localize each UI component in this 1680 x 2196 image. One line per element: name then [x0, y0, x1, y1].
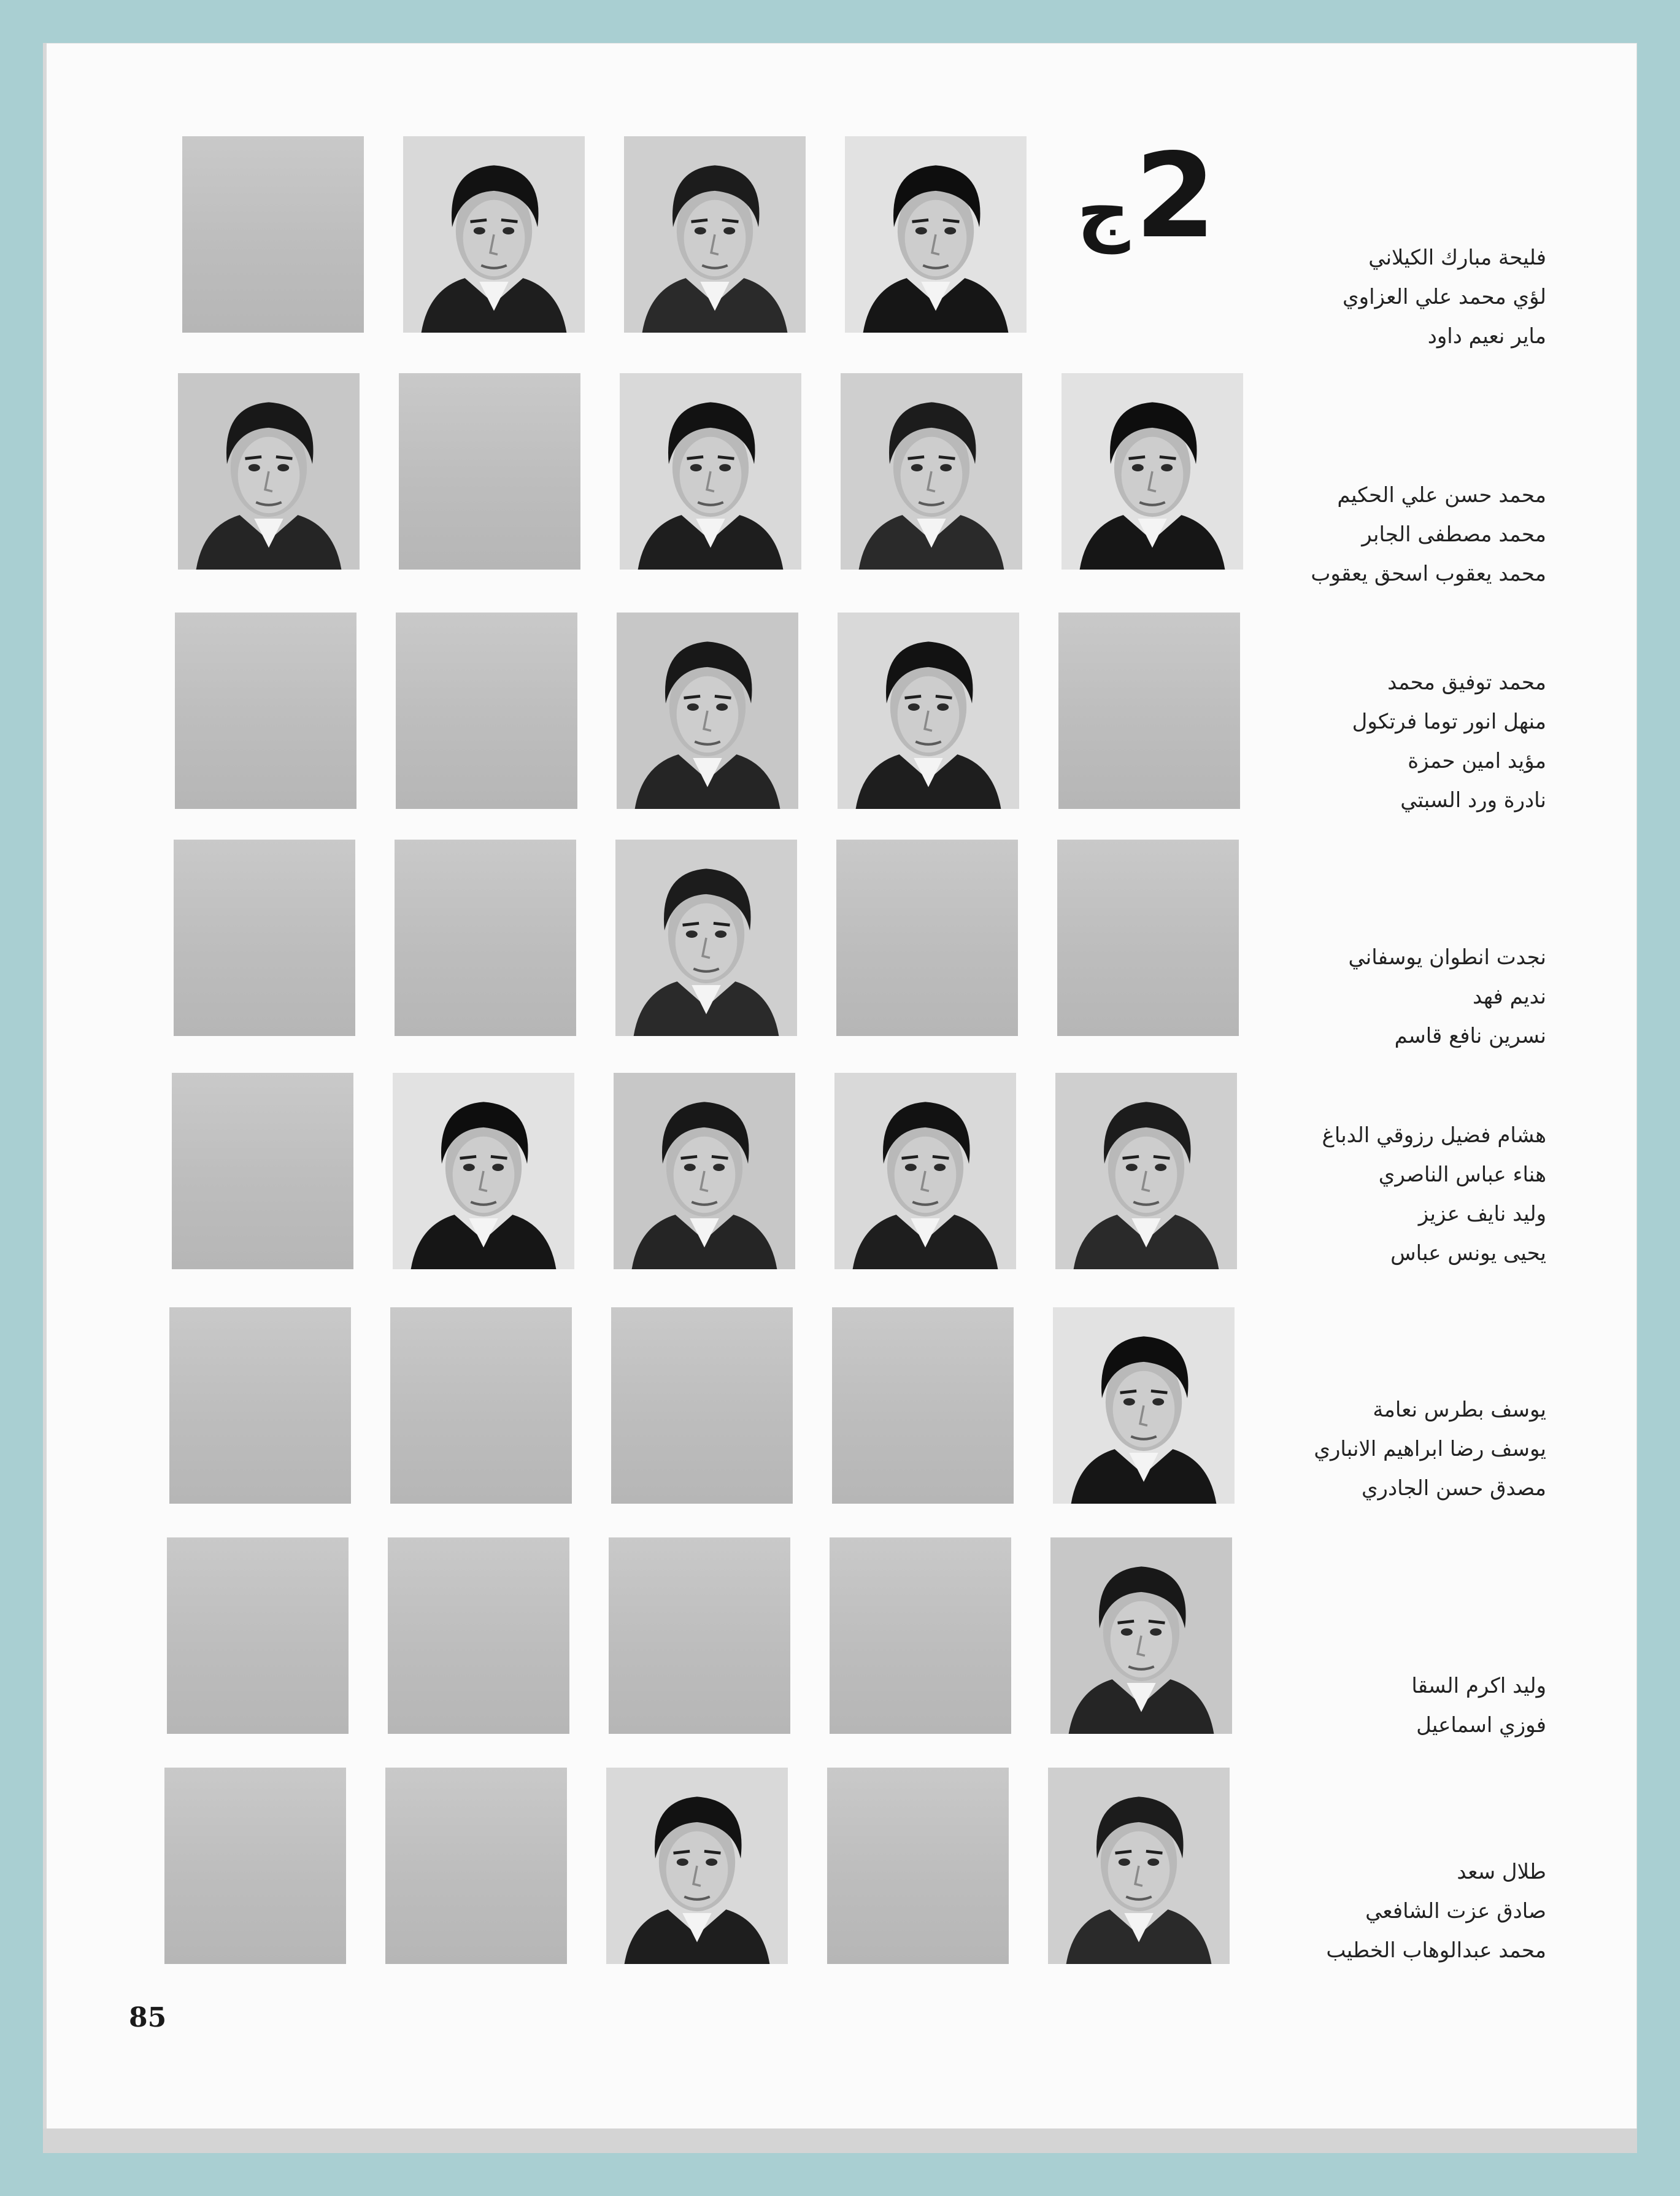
student-name: هناء عباس الناصري	[1378, 1162, 1546, 1187]
student-photo	[606, 1768, 788, 1964]
student-photo	[1062, 373, 1243, 570]
names-row-2	[1258, 476, 1546, 593]
student-photo	[1050, 1537, 1232, 1734]
student-name: محمد يعقوب اسحق يعقوب	[1311, 562, 1546, 586]
blank-photo-placeholder	[396, 613, 577, 809]
names-row-3	[1258, 663, 1546, 820]
photo-row-8	[164, 1768, 1269, 1964]
page-bottom-edge	[43, 2128, 1637, 2153]
portrait-image	[617, 613, 798, 809]
student-name: طلال سعد	[1457, 1860, 1546, 1884]
student-name: فوزي اسماعيل	[1416, 1713, 1546, 1738]
blank-photo-placeholder	[182, 136, 364, 333]
blank-photo-placeholder	[172, 1073, 353, 1269]
student-name: وليد اكرم السقا	[1411, 1674, 1546, 1698]
student-name: صادق عزت الشافعي	[1365, 1899, 1546, 1923]
portrait-image	[620, 373, 801, 570]
portrait-image	[624, 136, 806, 333]
portrait-image	[614, 1073, 795, 1269]
portrait-image	[615, 840, 797, 1036]
blank-photo-placeholder	[167, 1537, 349, 1734]
student-name: مؤيد امين حمزة	[1408, 749, 1546, 773]
portrait-image	[1048, 1768, 1230, 1964]
portrait-image	[606, 1768, 788, 1964]
student-name: نادرة ورد السبتي	[1400, 788, 1546, 813]
student-photo	[1053, 1307, 1235, 1504]
page-number: 85	[129, 2002, 167, 2033]
student-name: هشام فضيل رزوقي الدباغ	[1322, 1123, 1546, 1148]
blank-photo-placeholder	[1058, 613, 1240, 809]
student-name: يحيى يونس عباس	[1390, 1241, 1546, 1266]
names-row-4	[1258, 938, 1546, 1056]
blank-photo-placeholder	[174, 840, 355, 1036]
portrait-image	[1062, 373, 1243, 570]
class-label	[1077, 128, 1216, 264]
portrait-image	[1053, 1307, 1235, 1504]
student-name: يوسف بطرس نعامة	[1373, 1398, 1546, 1422]
photo-row-3	[175, 613, 1279, 809]
student-photo	[178, 373, 360, 570]
blank-photo-placeholder	[164, 1768, 346, 1964]
blank-photo-placeholder	[175, 613, 356, 809]
portrait-image	[1050, 1537, 1232, 1734]
student-name: نديم فهد	[1473, 984, 1546, 1009]
names-row-7	[1258, 1666, 1546, 1745]
blank-photo-placeholder	[832, 1307, 1014, 1504]
student-photo	[393, 1073, 574, 1269]
student-photo	[1048, 1768, 1230, 1964]
student-name: فليحة مبارك الكيلاني	[1368, 246, 1546, 270]
class-digit: 2	[1135, 128, 1216, 264]
student-name: محمد مصطفى الجابر	[1362, 522, 1546, 547]
blank-photo-placeholder	[836, 840, 1018, 1036]
blank-photo-placeholder	[609, 1537, 790, 1734]
student-name: وليد نايف عزيز	[1418, 1202, 1546, 1226]
page-edge	[43, 43, 47, 2153]
blank-photo-placeholder	[830, 1537, 1011, 1734]
blank-photo-placeholder	[611, 1307, 793, 1504]
student-photo	[617, 613, 798, 809]
student-name: ماير نعيم داود	[1427, 324, 1546, 349]
student-photo	[841, 373, 1022, 570]
student-name: محمد حسن علي الحكيم	[1337, 483, 1546, 508]
student-photo	[838, 613, 1019, 809]
portrait-image	[838, 613, 1019, 809]
student-photo	[620, 373, 801, 570]
photo-row-5	[172, 1073, 1276, 1269]
student-photo	[624, 136, 806, 333]
blank-photo-placeholder	[388, 1537, 569, 1734]
student-name: يوسف رضا ابراهيم الانباري	[1314, 1437, 1546, 1461]
photo-row-1	[182, 136, 1066, 333]
student-photo	[403, 136, 585, 333]
portrait-image	[393, 1073, 574, 1269]
student-name: مصدق حسن الجادري	[1361, 1476, 1546, 1501]
student-photo	[834, 1073, 1016, 1269]
student-name: نجدت انطوان يوسفاني	[1348, 945, 1546, 970]
student-name: نسرين نافع قاسم	[1394, 1024, 1546, 1048]
student-name: محمد عبدالوهاب الخطيب	[1326, 1938, 1546, 1963]
blank-photo-placeholder	[399, 373, 580, 570]
student-name: منهل انور توما فرتكول	[1352, 709, 1546, 734]
names-row-8	[1258, 1852, 1546, 1970]
blank-photo-placeholder	[395, 840, 576, 1036]
photo-row-7	[167, 1537, 1271, 1734]
photo-row-6	[169, 1307, 1274, 1504]
portrait-image	[1055, 1073, 1237, 1269]
portrait-image	[841, 373, 1022, 570]
blank-photo-placeholder	[385, 1768, 567, 1964]
student-photo	[614, 1073, 795, 1269]
class-letter: ج	[1077, 169, 1130, 254]
photo-row-2	[178, 373, 1282, 570]
names-row-6	[1258, 1390, 1546, 1508]
names-row-5	[1258, 1116, 1546, 1273]
portrait-image	[834, 1073, 1016, 1269]
blank-photo-placeholder	[390, 1307, 572, 1504]
student-photo	[615, 840, 797, 1036]
blank-photo-placeholder	[1057, 840, 1239, 1036]
portrait-image	[178, 373, 360, 570]
student-photo	[1055, 1073, 1237, 1269]
blank-photo-placeholder	[169, 1307, 351, 1504]
portrait-image	[403, 136, 585, 333]
portrait-image	[845, 136, 1027, 333]
student-name: لؤي محمد علي العزاوي	[1343, 285, 1546, 309]
photo-row-4	[174, 840, 1278, 1036]
student-name: محمد توفيق محمد	[1387, 670, 1546, 695]
names-row-1	[1258, 238, 1546, 356]
student-photo	[845, 136, 1027, 333]
blank-photo-placeholder	[827, 1768, 1009, 1964]
